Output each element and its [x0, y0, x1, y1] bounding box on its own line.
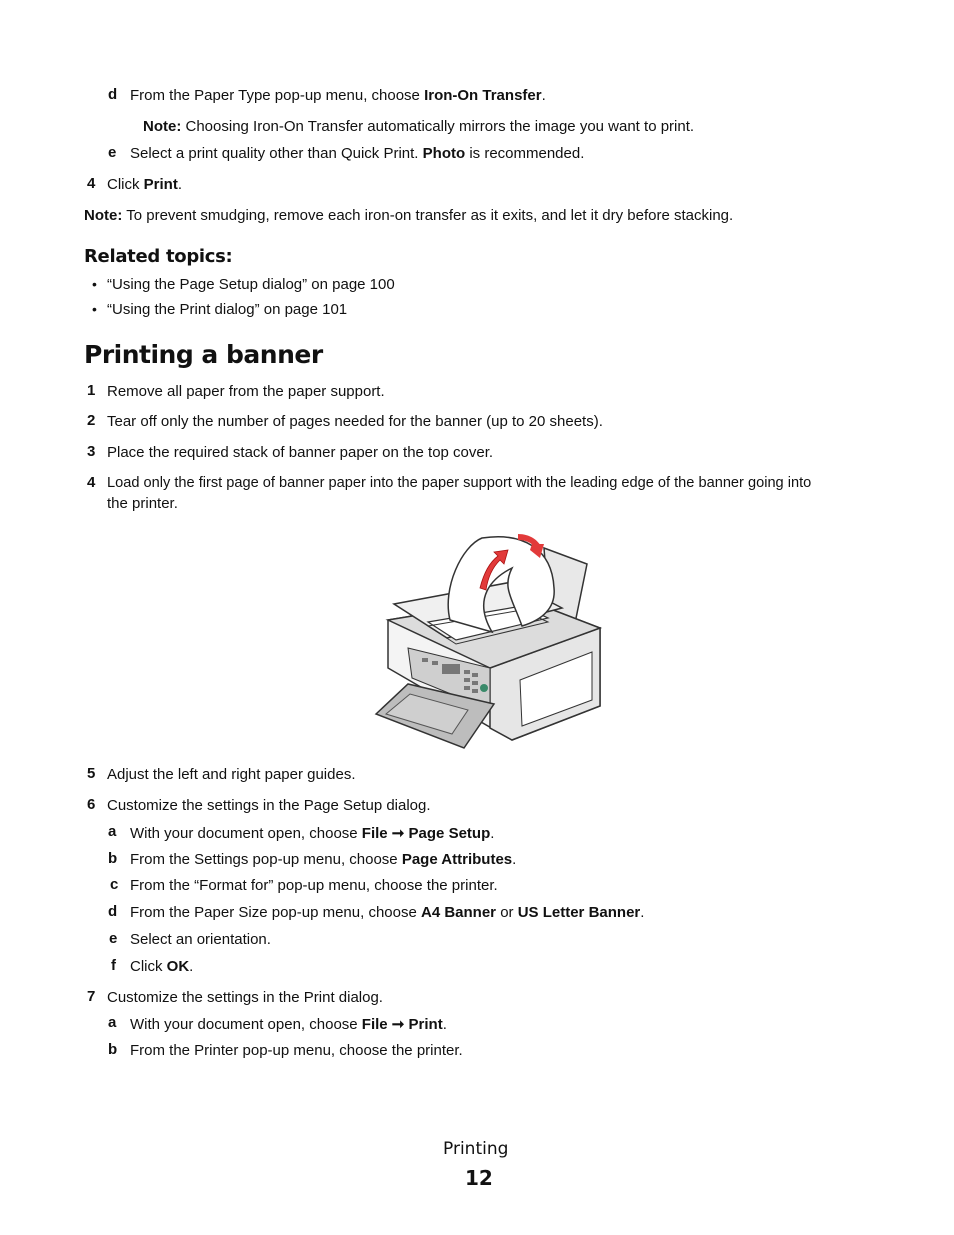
step-7a-text: With your document open, choose File ➞ Print. [130, 1016, 447, 1033]
step-4b-line1: Load only the first page of banner paper into the paper support with the leading edge of the banner going into [107, 475, 812, 491]
step-e-label: e [108, 144, 117, 161]
step-6e-text: Select an orientation. [130, 931, 271, 948]
step-1-label: 1 [87, 382, 96, 399]
step-4-label: 4 [87, 175, 96, 192]
step-7-text: Customize the settings in the Print dialog. [107, 989, 383, 1006]
step-7a-label: a [108, 1014, 117, 1031]
related-topics-heading: Related topics: [84, 246, 233, 267]
step-6d-label: d [108, 903, 118, 920]
step-6a-text: With your document open, choose File ➞ Page Setup. [130, 825, 495, 842]
note-smudging: Note: To prevent smudging, remove each iron-on transfer as it exits, and let it dry before stacking. [84, 207, 734, 224]
step-6f-text: Click OK. [130, 958, 194, 975]
step-2-text: Tear off only the number of pages needed for the banner (up to 20 sheets). [107, 413, 603, 430]
step-e-text: Select a print quality other than Quick Print. Photo is recommended. [130, 145, 585, 162]
step-6a-label: a [108, 823, 117, 840]
step-d-label: d [108, 86, 118, 103]
step-d-text: From the Paper Type pop-up menu, choose Iron-On Transfer. [130, 87, 546, 104]
related-link-print-dialog[interactable]: “Using the Print dialog” on page 101 [107, 301, 348, 318]
step-4b-label: 4 [87, 474, 96, 491]
bullet-icon: • [92, 276, 97, 292]
step-5-text: Adjust the left and right paper guides. [107, 766, 356, 783]
footer-section-name: Printing [443, 1139, 509, 1159]
step-6e-label: e [109, 930, 118, 947]
step-6b-text: From the Settings pop-up menu, choose Page Attributes. [130, 851, 517, 868]
page-number: 12 [465, 1166, 493, 1190]
step-2-label: 2 [87, 412, 96, 429]
step-6f-label: f [111, 957, 116, 974]
step-3-text: Place the required stack of banner paper on the top cover. [107, 444, 494, 461]
step-6c-text: From the “Format for” pop-up menu, choose the printer. [130, 877, 498, 894]
step-5-label: 5 [87, 765, 96, 782]
step-4-text: Click Print. [107, 176, 183, 193]
step-6-text: Customize the settings in the Page Setup dialog. [107, 797, 431, 814]
bullet-icon: • [92, 301, 97, 317]
section-title: Printing a banner [84, 340, 323, 369]
step-7b-text: From the Printer pop-up menu, choose the printer. [130, 1042, 463, 1059]
step-6d-text: From the Paper Size pop-up menu, choose A4 Banner or US Letter Banner. [130, 904, 645, 921]
step-7b-label: b [108, 1041, 118, 1058]
related-link-page-setup[interactable]: “Using the Page Setup dialog” on page 100 [107, 276, 395, 293]
step-7-label: 7 [87, 988, 96, 1005]
note-iron-on: Note: Choosing Iron-On Transfer automatically mirrors the image you want to print. [143, 118, 695, 135]
step-3-label: 3 [87, 443, 96, 460]
step-4b-line2: the printer. [107, 495, 178, 512]
step-6-label: 6 [87, 796, 96, 813]
printer-illustration [372, 528, 608, 752]
step-1-text: Remove all paper from the paper support. [107, 383, 385, 400]
step-6b-label: b [108, 850, 118, 867]
step-6c-label: c [110, 876, 119, 893]
